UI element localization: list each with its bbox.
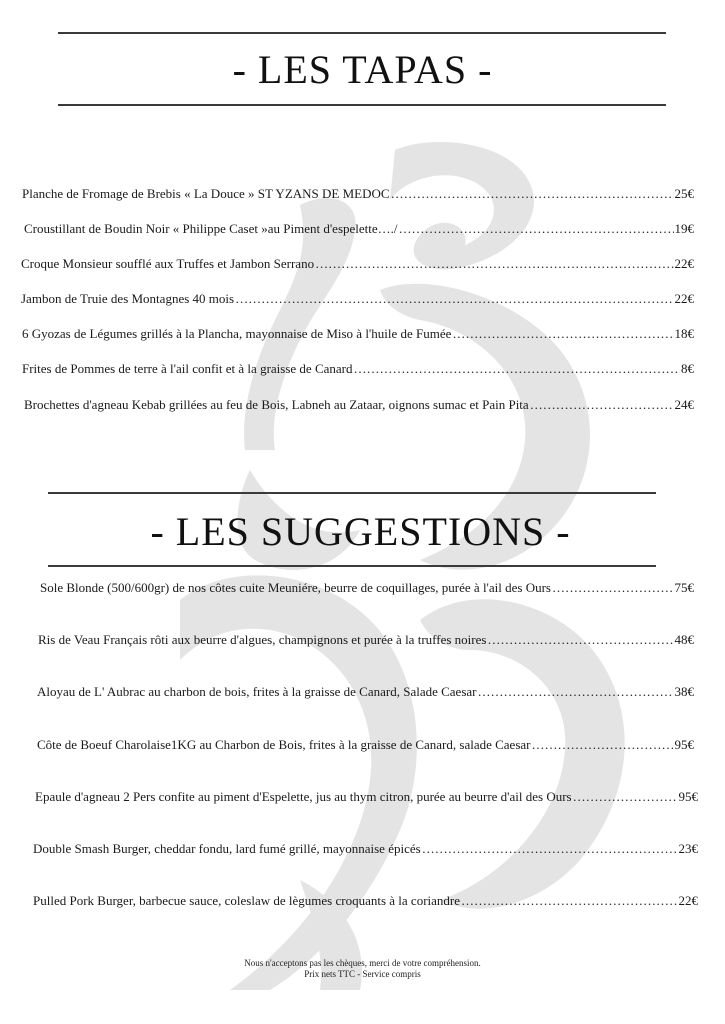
menu-item (22, 361, 694, 377)
menu-item-name: Sole Blonde (500/600gr) de nos côtes cuite Meuniére, beurre de coquillages, purée à l'ail des Ours (40, 580, 551, 595)
menu-item-price: 25€ (674, 186, 694, 201)
menu-item (24, 397, 694, 413)
dot-leader (573, 789, 678, 805)
menu-item-price: 23€ (678, 841, 698, 856)
menu-item (37, 737, 694, 753)
menu-item (38, 632, 694, 648)
dot-leader (422, 841, 678, 857)
dot-leader (399, 221, 674, 237)
footer-note (0, 958, 725, 980)
menu-item-name: 6 Gyozas de Légumes grillés à la Plancha, mayonnaise de Miso à l'huile de Fumée (22, 326, 452, 341)
dot-leader (315, 256, 673, 272)
dot-leader (552, 580, 674, 596)
dot-leader (532, 737, 674, 753)
menu-item-price: 22€ (674, 291, 694, 306)
dot-leader (487, 632, 673, 648)
menu-item-price: 22€ (674, 256, 694, 271)
menu-item-name: Brochettes d'agneau Kebab grillées au feu de Bois, Labneh au Zataar, oignons sumac et Pain Pita (24, 397, 529, 412)
dot-leader (235, 291, 673, 307)
menu-item-name: Epaule d'agneau 2 Pers confite au piment d'Espelette, jus au thym citron, purée au beurre d'ail des Ours (35, 789, 572, 804)
menu-item-price: 48€ (674, 632, 694, 647)
dot-leader (530, 397, 674, 413)
menu-item-price: 8€ (681, 361, 694, 376)
menu-item (37, 684, 694, 700)
menu-item-name: Croque Monsieur soufflé aux Truffes et Jambon Serrano (21, 256, 315, 271)
dot-leader (461, 893, 677, 909)
menu-item-name: Frites de Pommes de terre à l'ail confit et à la graisse de Canard (22, 361, 353, 376)
dot-leader (391, 186, 674, 202)
menu-item-price: 38€ (674, 684, 694, 699)
menu-item (40, 580, 694, 596)
menu-item-name: Aloyau de L' Aubrac au charbon de bois, frites à la graisse de Canard, Salade Caesar (37, 684, 477, 699)
menu-item-name: Ris de Veau Français rôti aux beurre d'algues, champignons et purée à la truffes noires (38, 632, 487, 647)
menu-item-price: 95€ (674, 737, 694, 752)
payment-notice: Nous n'acceptons pas les chèques, merci de votre compréhension. (244, 958, 481, 968)
suggestions-heading: - LES SUGGESTIONS - (150, 509, 571, 554)
menu-item-price: 19€ (674, 221, 694, 236)
menu-item (22, 326, 694, 342)
menu-item (33, 841, 698, 857)
menu-item-price: 24€ (674, 397, 694, 412)
menu-item-price: 95€ (678, 789, 698, 804)
menu-item (21, 256, 694, 272)
menu-item (24, 221, 694, 237)
menu-item-name: Pulled Pork Burger, barbecue sauce, coleslaw de lègumes croquants à la coriandre (33, 893, 461, 908)
menu-item-name: Croustillant de Boudin Noir « Philippe Caset »au Piment d'espelette…./ (24, 221, 398, 236)
menu-item (33, 893, 698, 909)
menu-item-price: 18€ (674, 326, 694, 341)
menu-item (21, 291, 694, 307)
menu-item-name: Planche de Fromage de Brebis « La Douce » ST YZANS DE MEDOC (22, 186, 390, 201)
suggestions-bottom-rule (48, 565, 656, 567)
tapas-bottom-rule (58, 104, 666, 106)
menu-item-name: Côte de Boeuf Charolaise1KG au Charbon de Bois, frites à la graisse de Canard, salade Caesar (37, 737, 531, 752)
menu-item-price: 75€ (674, 580, 694, 595)
menu-item-price: 22€ (678, 893, 698, 908)
menu-item (22, 186, 694, 202)
menu-item (35, 789, 698, 805)
tapas-top-rule (58, 32, 666, 34)
dot-leader (353, 361, 680, 377)
menu-item-name: Double Smash Burger, cheddar fondu, lard fumé grillé, mayonnaise épicés (33, 841, 421, 856)
tapas-heading: - LES TAPAS - (232, 47, 493, 92)
dot-leader (478, 684, 674, 700)
dot-leader (452, 326, 673, 342)
price-notice: Prix nets TTC - Service compris (304, 969, 421, 979)
menu-item-name: Jambon de Truie des Montagnes 40 mois (21, 291, 235, 306)
suggestions-top-rule (48, 492, 656, 494)
